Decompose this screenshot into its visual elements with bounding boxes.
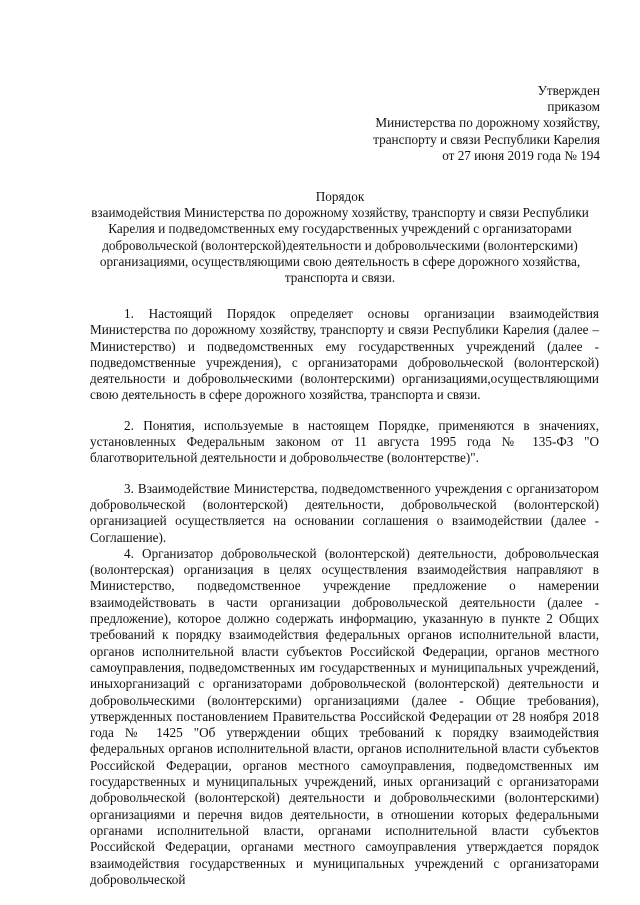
approval-line: Утвержден: [537, 83, 600, 98]
title-line: Порядок: [315, 189, 365, 204]
title-line: организациями, осуществляющими свою деятельность в сфере дорожного хозяйства,: [99, 253, 581, 269]
approval-line: приказом: [547, 99, 600, 115]
approval-line: транспорту и связи Республики Карелия: [373, 131, 600, 147]
paragraph-4: 4. Организатор добровольческой (волонтерской) деятельности, добровольческая (волонтерская) организация в целях осуществления взаимодействия направляют в Министерство, подведомственное учреждение предложение о намерении взаимодействовать в части организации добровольческой деятельности (далее - предложение), которое должно содержать информацию, указанную в пункте 2 Общих требований к порядку взаимодействия федеральных органов исполнительной власти, органов исполнительной власти субъектов Российской Федерации, органов местного самоуправления, подведомственных им государственных и муниципальных учреждений, иныхорганизаций с организаторами добровольческой (волонтерской) деятельности и добровольческими (волонтерскими) организациями (далее - Общие требования), утвержденных постановлением Правительства Российской Федерации от 28 ноября 2018 года № 1425 "Об утверждении общих требований к порядку взаимодействия федеральных органов исполнительной власти, органов исполнительной власти субъектов Российской Федерации, органов местного самоуправления, подведомственных им государственных и муниципальных учреждений, иных организаций с организаторами добровольческой (волонтерской) деятельности и добровольческими (волонтерскими) организациями и перечня видов деятельности, в отношении которых федеральными органами исполнительной власти, органами исполнительной власти субъектов Российской Федерации, органами местного самоуправления утверждается порядок взаимодействия государственных и муниципальных учреждений с организаторами добровольческой: [90, 545, 599, 887]
approval-line: Министерства по дорожному хозяйству,: [375, 115, 600, 131]
paragraph-1: 1. Настоящий Порядок определяет основы организации взаимодействия Министерства по дорожному хозяйству, транспорту и связи Республики Карелия (далее – Министерство) и подведомственных ему государственных учреждений (далее - подведомственные учреждения), с организаторами добровольческой (волонтерской) деятельности и добровольческими (волонтерскими) организациями,осуществляющими свою деятельность в сфере дорожного хозяйства, транспорта и связи.: [90, 306, 599, 403]
document-title: [80, 189, 600, 286]
title-line: транспорта и связи.: [284, 270, 396, 286]
document-body: [90, 306, 599, 888]
paragraph-3: 3. Взаимодействие Министерства, подведомственного учреждения с организатором добровольческой (волонтерской) деятельности, добровольческой (волонтерской) организацией осуществляется на основании соглашения о взаимодействии (далее - Соглашение).: [90, 480, 599, 545]
title-line: Карелия и подведомственных ему государственных учреждений с организаторами: [108, 221, 572, 237]
approval-line: от 27 июня 2019 года № 194: [442, 147, 600, 163]
title-line: взаимодействия Министерства по дорожному хозяйству, транспорту и связи Республики: [91, 205, 589, 221]
paragraph-2: 2. Понятия, используемые в настоящем Порядке, применяются в значениях, установленных Федеральным законом от 11 августа 1995 года № 135-ФЗ "О благотворительной деятельности и добровольчестве (волонтерстве)".: [90, 417, 599, 466]
approval-stamp: [340, 83, 600, 164]
title-line: добровольческой (волонтерской)деятельности и добровольческими (волонтерскими): [102, 237, 578, 253]
